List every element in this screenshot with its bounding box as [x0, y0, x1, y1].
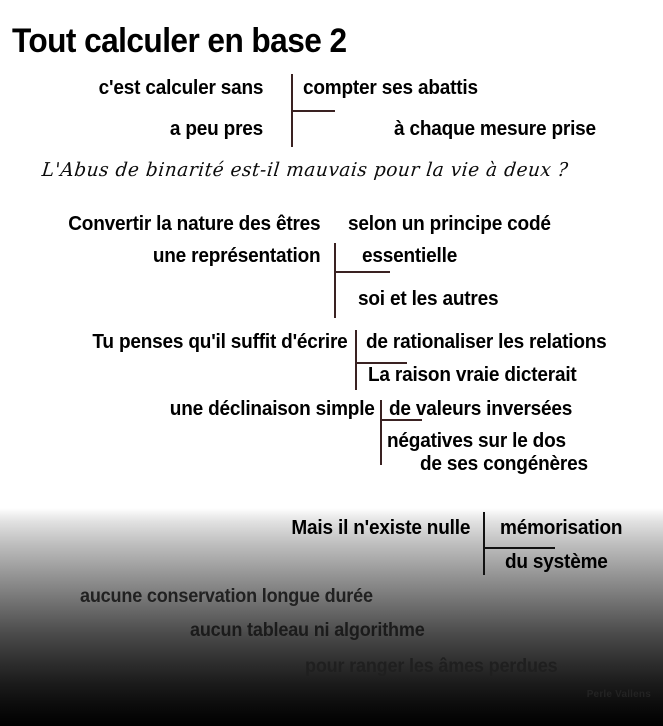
- stanza-4-vertical-rule: [380, 400, 382, 465]
- stanza-4-right-line-1: de valeurs inversées: [389, 398, 573, 420]
- stanza-1-left-line-2: a peu pres: [169, 118, 263, 140]
- handwritten-question: L'Abus de binarité est-il mauvais pour la vie à deux ?: [40, 159, 570, 181]
- stanza-5-vertical-rule: [483, 512, 485, 575]
- fading-line-2: aucun tableau ni algorithme: [190, 620, 425, 641]
- page-title: Tout calculer en base 2: [12, 22, 347, 60]
- stanza-5-branch-rule: [483, 547, 555, 549]
- stanza-4-right-line-2: négatives sur le dos: [387, 430, 566, 452]
- stanza-4-left-line-1: une déclinaison simple: [170, 398, 375, 420]
- stanza-2-branch-rule: [334, 271, 390, 273]
- stanza-1-left-line-1: c'est calculer sans: [98, 77, 263, 99]
- stanza-2-left-line-2: une représentation: [152, 245, 320, 267]
- fade-to-black-gradient: [0, 508, 663, 726]
- fading-line-1: aucune conservation longue durée: [80, 586, 373, 607]
- stanza-2-vertical-rule: [334, 243, 336, 318]
- stanza-1-right-line-2: à chaque mesure prise: [394, 118, 596, 140]
- stanza-3-left-line-1: Tu penses qu'il suffit d'écrire: [92, 331, 348, 353]
- stanza-1-right-line-1: compter ses abattis: [303, 77, 478, 99]
- stanza-2-right-line-3: soi et les autres: [358, 288, 499, 310]
- fading-line-3: pour ranger les âmes perdues: [305, 656, 558, 677]
- stanza-5-right-line-2: du système: [505, 551, 608, 573]
- stanza-4-right-line-3: de ses congénères: [420, 453, 588, 475]
- author-signature: Perle Vallens: [586, 689, 651, 700]
- stanza-2-right-line-2: essentielle: [362, 245, 458, 267]
- stanza-5-right-line-1: mémorisation: [500, 517, 623, 539]
- stanza-2-right-line-1: selon un principe codé: [348, 213, 551, 235]
- stanza-2-left-line-1: Convertir la nature des êtres: [67, 213, 320, 235]
- stanza-3-right-line-1: de rationaliser les relations: [366, 331, 607, 353]
- stanza-1-branch-rule: [291, 110, 335, 112]
- stanza-3-right-line-2: La raison vraie dicterait: [368, 364, 577, 386]
- stanza-3-vertical-rule: [355, 330, 357, 390]
- stanza-5-left-line-1: Mais il n'existe nulle: [291, 517, 470, 539]
